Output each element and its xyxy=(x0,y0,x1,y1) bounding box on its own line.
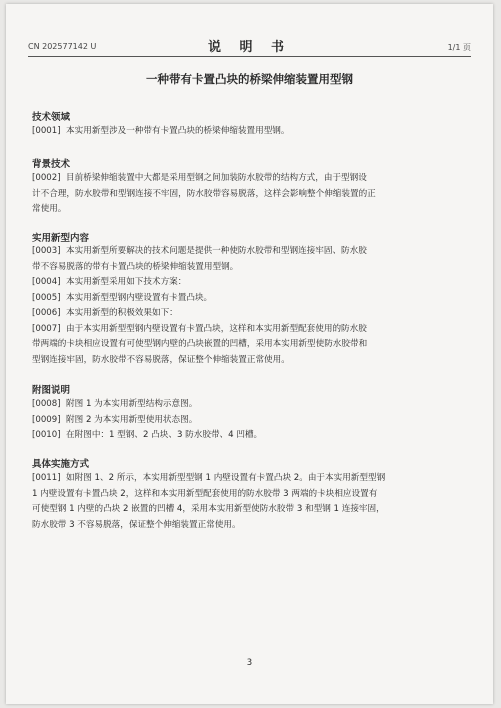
para-text: 带不容易脱落的带有卡置凸块的桥梁伸缩装置用型钢。 xyxy=(32,261,239,272)
para-text: 目前桥梁伸缩装置中大都是采用型钢之间加装防水胶带的结构方式，由于型钢设 xyxy=(66,173,367,183)
para-text: 防水胶带 3 不容易脱落，保证整个伸缩装置正常使用。 xyxy=(32,519,241,530)
section-heading-tech-field: 技术领域 xyxy=(32,112,71,123)
publication-number: CN 202577142 U xyxy=(28,42,97,51)
section-heading-embodiment: 具体实施方式 xyxy=(32,459,90,470)
para-number: [0009] xyxy=(32,414,61,425)
para-number: [0006] xyxy=(32,308,61,318)
para-text: 计不合理，防水胶带和型钢连接不牢固，防水胶带容易脱落，这样会影响整个伸缩装置的正 xyxy=(32,188,376,199)
para-text: 由于本实用新型型钢内壁设置有卡置凸块，这样和本实用新型配套使用的防水胶 xyxy=(66,323,367,334)
page-number: 3 xyxy=(246,658,253,668)
page-header xyxy=(28,34,471,56)
para-number: [0007] xyxy=(32,323,61,334)
para-text: 如附图 1、2 所示，本实用新型型钢 1 内壁设置有卡置凸块 2。由于本实用新型型钢 xyxy=(66,473,386,483)
document-title: 一种带有卡置凸块的桥梁伸缩装置用型钢 xyxy=(146,72,353,86)
para-text: 可使型钢 1 内壁的凸块 2 嵌置的凹槽 4，采用本实用新型使防水胶带 3 和型钢 1 连接牢固， xyxy=(32,504,385,514)
para-number: [0008] xyxy=(32,399,61,409)
para-text: 本实用新型涉及一种带有卡置凸块的桥梁伸缩装置用型钢。 xyxy=(66,126,290,136)
para-number: [0004] xyxy=(32,277,61,287)
document-type-heading: 说 明 书 xyxy=(207,40,292,55)
section-heading-background: 背景技术 xyxy=(32,159,71,170)
section-heading-drawings: 附图说明 xyxy=(32,385,71,396)
para-text: 本实用新型所要解决的技术问题是提供一种使防水胶带和型钢连接牢固、防水胶 xyxy=(66,246,367,256)
para-text: 附图 1 为本实用新型结构示意图。 xyxy=(66,399,198,409)
section-heading-content: 实用新型内容 xyxy=(32,233,90,244)
para-number: [0002] xyxy=(32,173,61,183)
para-number: [0005] xyxy=(32,292,61,303)
para-number: [0001] xyxy=(32,126,61,136)
document-page xyxy=(6,4,493,704)
para-text: 本实用新型采用如下技术方案： xyxy=(66,277,187,287)
para-text: 1 内壁设置有卡置凸块 2，这样和本实用新型配套使用的防水胶带 3 两端的卡块相应设置有 xyxy=(32,488,378,499)
paragraph-0003-0007 xyxy=(32,244,434,368)
para-number: [0003] xyxy=(32,246,61,256)
para-number: [0010] xyxy=(32,430,61,440)
header-divider xyxy=(28,56,471,57)
page-indicator: 1/1 页 xyxy=(447,43,471,52)
para-text: 本实用新型型钢内壁设置有卡置凸块。 xyxy=(66,292,213,303)
paragraph-0008-0010 xyxy=(32,397,434,444)
para-text: 在附图中：1 型钢、2 凸块、3 防水胶带、4 凹槽。 xyxy=(66,430,263,440)
paragraph-0011 xyxy=(32,471,434,533)
para-text: 带两端的卡块相应设置有可使型钢内壁的凸块嵌置的凹槽，采用本实用新型使防水胶带和 xyxy=(32,339,368,349)
para-text: 本实用新型的积极效果如下： xyxy=(66,308,178,318)
para-text: 常使用。 xyxy=(32,204,67,214)
paragraph-0001 xyxy=(32,124,434,140)
para-text: 附图 2 为本实用新型使用状态图。 xyxy=(66,414,198,425)
para-number: [0011] xyxy=(32,473,61,483)
para-text: 型钢连接牢固，防水胶带不容易脱落，保证整个伸缩装置正常使用。 xyxy=(32,354,290,365)
paragraph-0002 xyxy=(32,171,434,218)
